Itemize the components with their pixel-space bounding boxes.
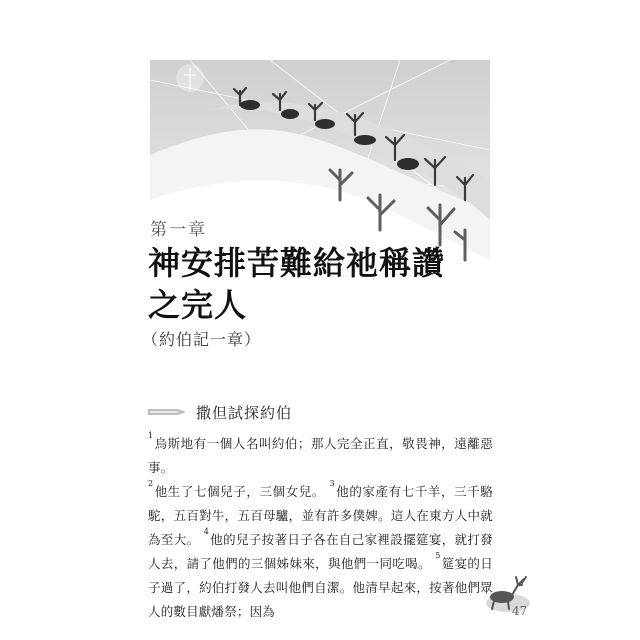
chapter-number: 第一章	[150, 220, 207, 240]
section-heading-row	[148, 402, 292, 422]
verse-text: 烏斯地有一個人名叫約伯；那人完全正直，敬畏神，遠離惡事。	[148, 436, 493, 475]
verse-text: 他的兒子按著日子各在自己家裡設擺筵宴，就打發人去，請了他們的三個姊妹來，與他們一同吃喝。	[148, 532, 493, 571]
page-number: 47	[512, 604, 528, 618]
verse	[148, 479, 325, 499]
verse-text: 他生了七個兒子，三個女兒。	[154, 484, 325, 499]
verse-text: 筵宴的日子過了，約伯打發人去叫他們自潔。他清早起來，按著他們眾人的數目獻燔祭；因為	[148, 556, 493, 619]
verse-number: 4	[203, 527, 210, 536]
chapter-title-line: 神安排苦難給祂稱讚	[148, 244, 446, 282]
verse	[148, 431, 493, 475]
chapter-title	[148, 242, 448, 326]
verse-number: 3	[329, 479, 335, 488]
chapter-scripture-reference: （約伯記一章）	[142, 330, 262, 349]
verse-number: 5	[435, 551, 441, 560]
verse-number: 1	[148, 431, 154, 440]
verse-text: 他的家產有七千羊，三千駱駝，五百對牛，五百母驢，並有許多僕婢。這人在東方人中就為至大。	[148, 484, 493, 547]
section-heading: 撒但試探約伯	[196, 403, 293, 422]
chapter-title-line: 之完人	[148, 286, 248, 324]
arrow-ornament-icon	[148, 407, 188, 417]
verse-number: 2	[148, 479, 154, 488]
scripture-body	[148, 432, 493, 624]
